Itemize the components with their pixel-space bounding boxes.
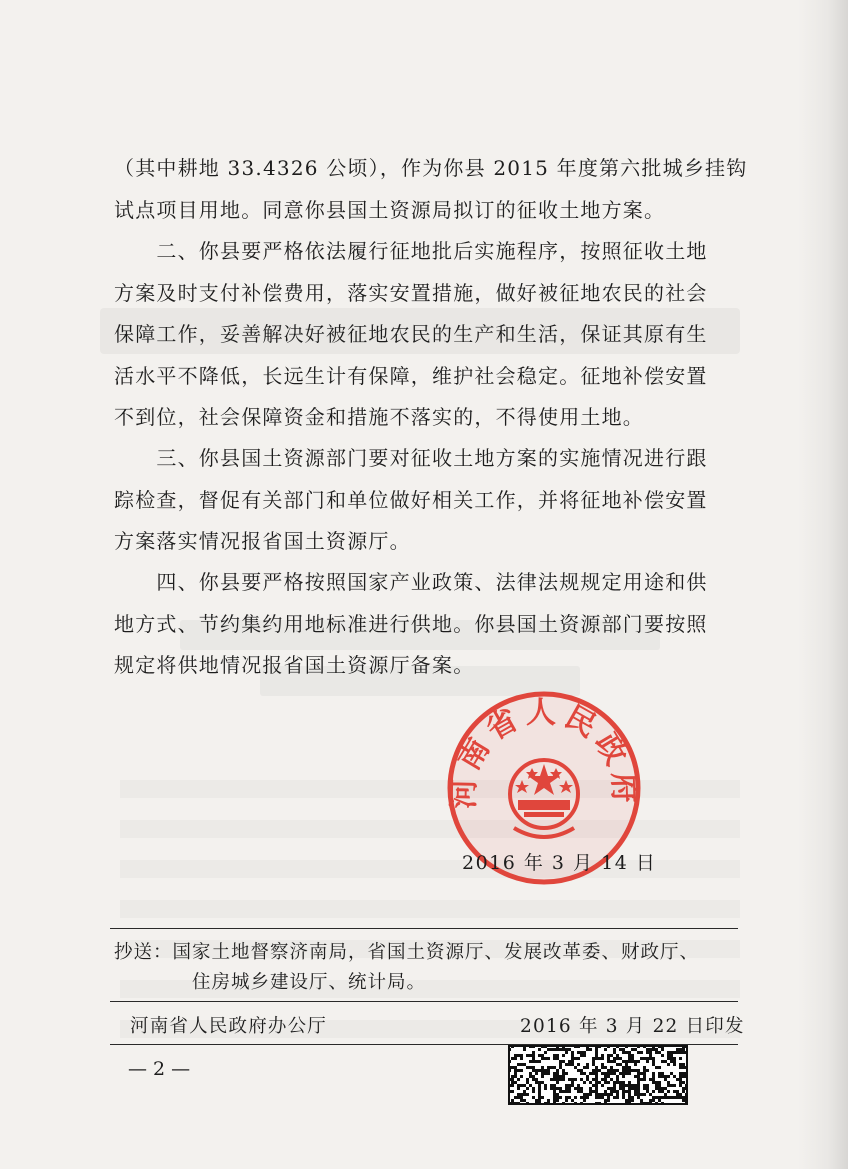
paragraph-3	[114, 438, 734, 563]
cc-recipients-line-1: 国家土地督察济南局，省国土资源厅、发展改革委、财政厅、	[172, 942, 700, 963]
paragraph-line: 四、你县要严格按照国家产业政策、法律法规规定用途和供	[114, 570, 708, 594]
print-date: 2016 年 3 月 22 日印发	[520, 1016, 745, 1037]
barcode-icon	[508, 1045, 688, 1105]
paragraph-4	[114, 562, 734, 687]
paragraph-line: 活水平不降低，长远生计有保障，维护社会稳定。征地补偿安置	[114, 363, 708, 388]
paragraph-line: 规定将供地情况报省国土资源厅备案。	[114, 653, 475, 677]
paragraph-line: 二、你县要严格依法履行征地批后实施程序，按照征收土地	[114, 239, 708, 263]
page-edge-shadow	[798, 0, 848, 1169]
paragraph-1	[114, 148, 748, 231]
cc-bottom-rule	[110, 1001, 738, 1002]
paragraph-line: 方案落实情况报省国土资源厅。	[114, 529, 411, 553]
paragraph-line: 保障工作，妥善解决好被征地农民的生产和生活，保证其原有生	[114, 322, 708, 346]
paragraph-line: 方案及时支付补偿费用，落实安置措施，做好被征地农民的社会	[114, 280, 708, 305]
paragraph-2	[114, 231, 734, 439]
paragraph-line: 不到位，社会保障资金和措施不落实的，不得使用土地。	[114, 405, 644, 429]
seal-lettering: 河南省人民政府	[446, 695, 642, 810]
paragraph-line: 踪检查，督促有关部门和单位做好相关工作，并将征地补偿安置	[114, 487, 708, 512]
signing-date: 2016 年 3 月 14 日	[462, 852, 657, 874]
page-number: — 2 —	[128, 1058, 191, 1080]
paragraph-line: 地方式、节约集约用地标准进行供地。你县国土资源部门要按照	[114, 611, 708, 636]
paragraph-line: （其中耕地 33.4326 公顷），作为你县 2015 年度第六批城乡挂钩	[114, 156, 748, 180]
paragraph-line: 试点项目用地。同意你县国土资源局拟订的征收土地方案。	[114, 197, 666, 222]
issuing-office: 河南省人民政府办公厅	[130, 1016, 328, 1037]
cc-label: 抄送：	[114, 942, 173, 963]
cc-top-rule	[110, 928, 738, 929]
paragraph-line: 三、你县国土资源部门要对征收土地方案的实施情况进行跟	[114, 446, 708, 470]
cc-block	[114, 938, 734, 998]
cc-recipients-line-2: 住房城乡建设厅、统计局。	[192, 972, 427, 993]
